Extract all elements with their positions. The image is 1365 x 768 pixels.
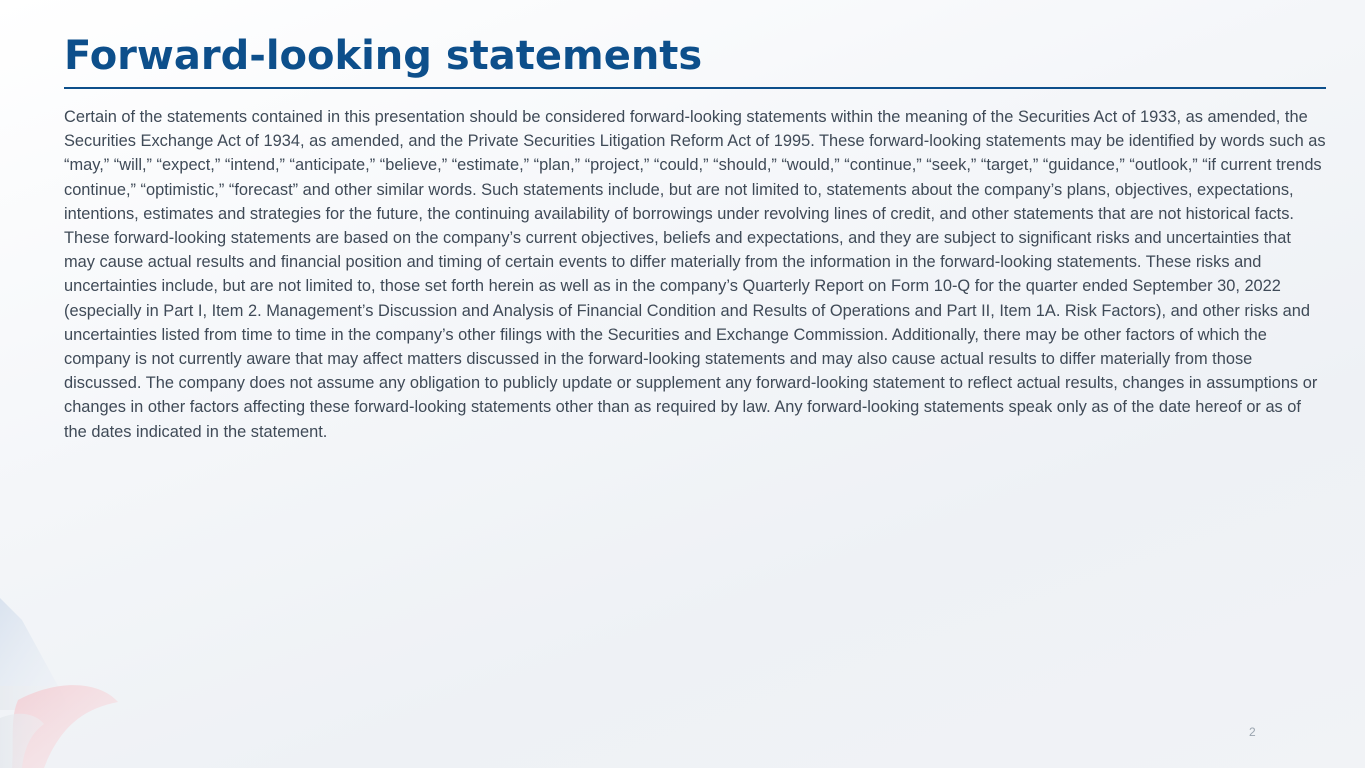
flight-symbol-watermark-icon xyxy=(0,590,180,768)
disclaimer-paragraph: Certain of the statements contained in this presentation should be considered forward-looking statements within the meaning of the Securities Act of 1933, as amended, the Securities Exchange Act of 1934, as amended, and the Private Securities Litigation Reform Act of 1995. These forward-looking statements may be identified by words such as “may,” “will,” “expect,” “intend,” “anticipate,” “believe,” “estimate,” “plan,” “project,” “could,” “should,” “would,” “continue,” “seek,” “target,” “guidance,” “outlook,” “if current trends continue,” “optimistic,” “forecast” and other similar words. Such statements include, but are not limited to, statements about the company’s plans, objectives, expectations, intentions, estimates and strategies for the future, the continuing availability of borrowings under revolving lines of credit, and other statements that are not historical facts. These forward-looking statements are based on the company’s current objectives, beliefs and expectations, and they are subject to significant risks and uncertainties that may cause actual results and financial position and timing of certain events to differ materially from the information in the forward-looking statements. These risks and uncertainties include, but are not limited to, those set forth herein as well as in the company’s Quarterly Report on Form 10-Q for the quarter ended September 30, 2022 (especially in Part I, Item 2. Management’s Discussion and Analysis of Financial Condition and Results of Operations and Part II, Item 1A. Risk Factors), and other risks and uncertainties listed from time to time in the company’s other filings with the Securities and Exchange Commission. Additionally, there may be other factors of which the company is not currently aware that may affect matters discussed in the forward-looking statements and may also cause actual results to differ materially from those discussed. The company does not assume any obligation to publicly update or supplement any forward-looking statement to reflect actual results, changes in assumptions or changes in other factors affecting these forward-looking statements other than as required by law. Any forward-looking statements speak only as of the date hereof or as of the dates indicated in the statement. xyxy=(64,108,1326,441)
title-divider xyxy=(64,87,1326,89)
page-number: 2 xyxy=(1249,725,1256,739)
slide-title: Forward-looking statements xyxy=(64,33,703,79)
